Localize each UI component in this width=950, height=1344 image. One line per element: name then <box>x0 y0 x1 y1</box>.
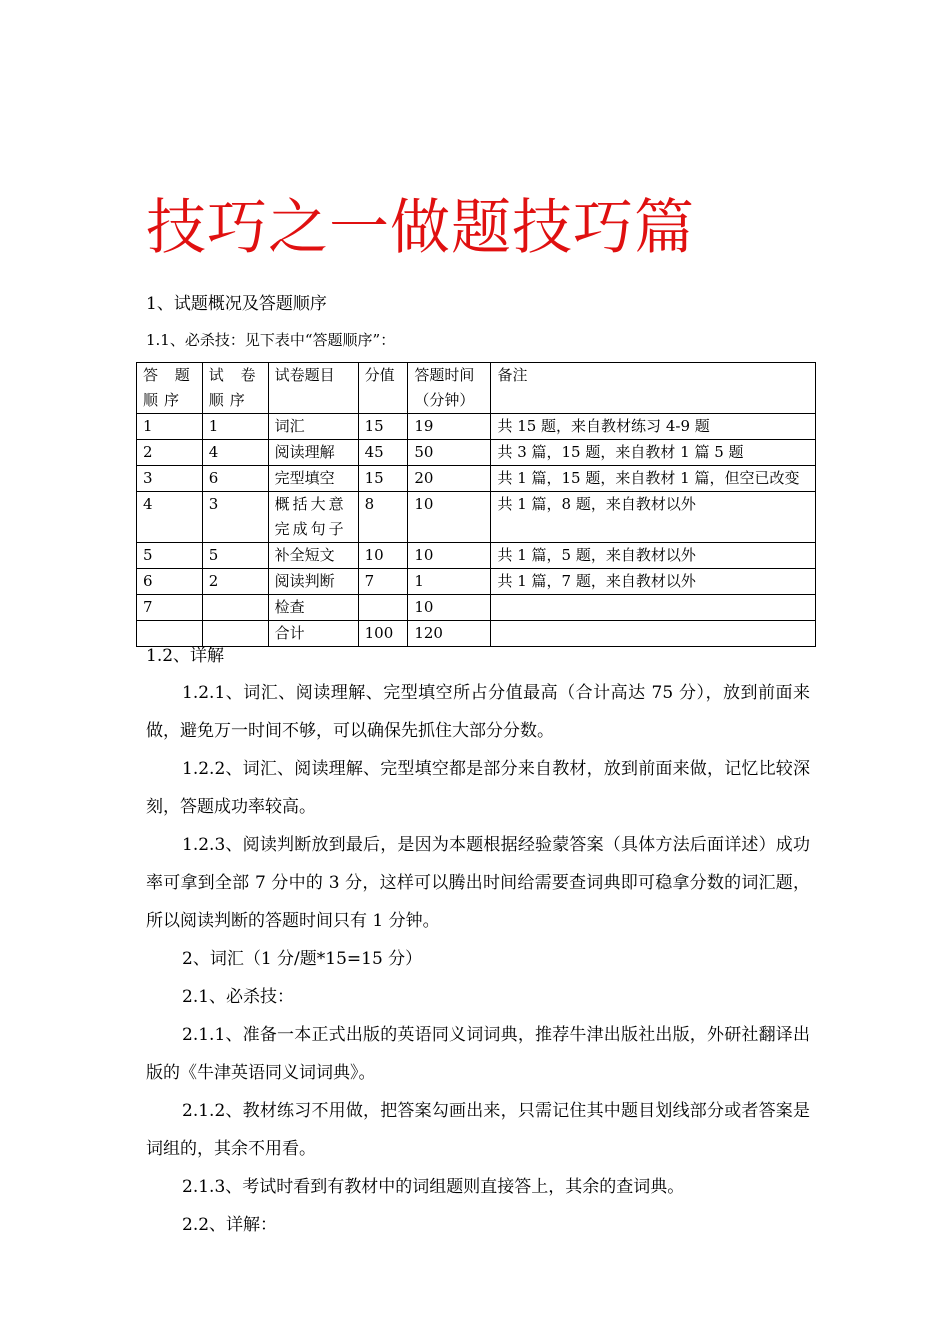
document-title: 技巧之一做题技巧篇 <box>146 193 695 263</box>
paragraph: 2.1.3、考试时看到有教材中的词组题则直接答上，其余的查词典。 <box>182 1177 685 1197</box>
answer-order-table <box>136 362 816 647</box>
paragraph: 1.2.2、词汇、阅读理解、完型填空都是部分来自教材，放到前面来做，记忆比较深刻，答题成功率较高。 <box>146 759 810 817</box>
table-cell: 共 1 篇，7 题，来自教材以外 <box>491 569 816 595</box>
table-header-row <box>137 363 816 414</box>
table-cell: 共 3 篇，15 题，来自教材 1 篇 5 题 <box>491 440 816 466</box>
table-cell: 检查 <box>268 595 358 621</box>
table-cell <box>491 595 816 621</box>
section-heading-1-2: 1.2、详解 <box>146 646 225 666</box>
table-cell: 共 15 题，来自教材练习 4-9 题 <box>491 414 816 440</box>
table-cell: 1 <box>408 569 491 595</box>
section-heading-1-1: 1.1、必杀技：见下表中“答题顺序”： <box>146 331 396 349</box>
table-cell: 3 <box>137 466 203 492</box>
table-cell: 4 <box>137 492 203 543</box>
table-row <box>137 595 816 621</box>
paragraph: 1.2.3、阅读判断放到最后，是因为本题根据经验蒙答案（具体方法后面详述）成功率可拿到全部 7 分中的 3 分，这样可以腾出时间给需要查词典即可稳拿分数的词汇题，所以阅读判断的答题时间只有 1 分钟。 <box>146 835 810 931</box>
table-cell: 8 <box>358 492 408 543</box>
table-cell: 2 <box>137 440 203 466</box>
table-cell: 5 <box>137 543 203 569</box>
table-cell: 6 <box>202 466 268 492</box>
table-cell: 20 <box>408 466 491 492</box>
section-heading-2-1: 2.1、必杀技： <box>182 987 295 1007</box>
table-cell: 15 <box>358 466 408 492</box>
section-heading-2: 2、词汇（1 分/题*15=15 分） <box>182 949 423 969</box>
table-cell: 阅读理解 <box>268 440 358 466</box>
table-cell: 1 <box>202 414 268 440</box>
table-cell: 120 <box>408 621 491 647</box>
section-heading-1: 1、试题概况及答题顺序 <box>146 294 327 314</box>
table-row <box>137 569 816 595</box>
table-cell: 共 1 篇，15 题，来自教材 1 篇，但空已改变 <box>491 466 816 492</box>
table-cell: 概括大意 完成句子 <box>268 492 358 543</box>
table-cell: 50 <box>408 440 491 466</box>
table-cell: 7 <box>137 595 203 621</box>
header-cell: 备注 <box>491 363 816 414</box>
header-cell: 答 题 顺序 <box>137 363 203 414</box>
table-cell: 共 1 篇，5 题，来自教材以外 <box>491 543 816 569</box>
table-cell: 100 <box>358 621 408 647</box>
header-cell: 答题时间 （分钟） <box>408 363 491 414</box>
table-row <box>137 492 816 543</box>
table-cell: 7 <box>358 569 408 595</box>
body-text <box>146 674 810 1244</box>
table-cell: 45 <box>358 440 408 466</box>
table-cell: 3 <box>202 492 268 543</box>
table-cell: 10 <box>408 492 491 543</box>
table-row <box>137 543 816 569</box>
table-row <box>137 414 816 440</box>
table-cell <box>202 595 268 621</box>
table-cell: 10 <box>358 543 408 569</box>
table-cell: 1 <box>137 414 203 440</box>
table-cell: 19 <box>408 414 491 440</box>
table-cell: 2 <box>202 569 268 595</box>
header-cell: 试 卷 顺序 <box>202 363 268 414</box>
table-cell: 5 <box>202 543 268 569</box>
paragraph: 2.1.2、教材练习不用做，把答案勾画出来，只需记住其中题目划线部分或者答案是词组的，其余不用看。 <box>146 1101 810 1159</box>
table-cell: 10 <box>408 543 491 569</box>
table-cell: 阅读判断 <box>268 569 358 595</box>
table-cell: 完型填空 <box>268 466 358 492</box>
table-cell: 6 <box>137 569 203 595</box>
paragraph: 1.2.1、词汇、阅读理解、完型填空所占分值最高（合计高达 75 分），放到前面来做，避免万一时间不够，可以确保先抓住大部分分数。 <box>146 683 810 741</box>
table-cell: 合计 <box>268 621 358 647</box>
table-cell: 补全短文 <box>268 543 358 569</box>
table-row <box>137 440 816 466</box>
table-cell: 共 1 篇，8 题，来自教材以外 <box>491 492 816 543</box>
section-heading-2-2: 2.2、详解： <box>182 1215 278 1235</box>
table-cell: 词汇 <box>268 414 358 440</box>
paragraph: 2.1.1、准备一本正式出版的英语同义词词典，推荐牛津出版社出版，外研社翻译出版的《牛津英语同义词词典》。 <box>146 1025 810 1083</box>
table-row <box>137 466 816 492</box>
table-cell <box>358 595 408 621</box>
header-cell: 分值 <box>358 363 408 414</box>
table-cell: 4 <box>202 440 268 466</box>
table-cell: 10 <box>408 595 491 621</box>
table-cell: 15 <box>358 414 408 440</box>
header-cell: 试卷题目 <box>268 363 358 414</box>
